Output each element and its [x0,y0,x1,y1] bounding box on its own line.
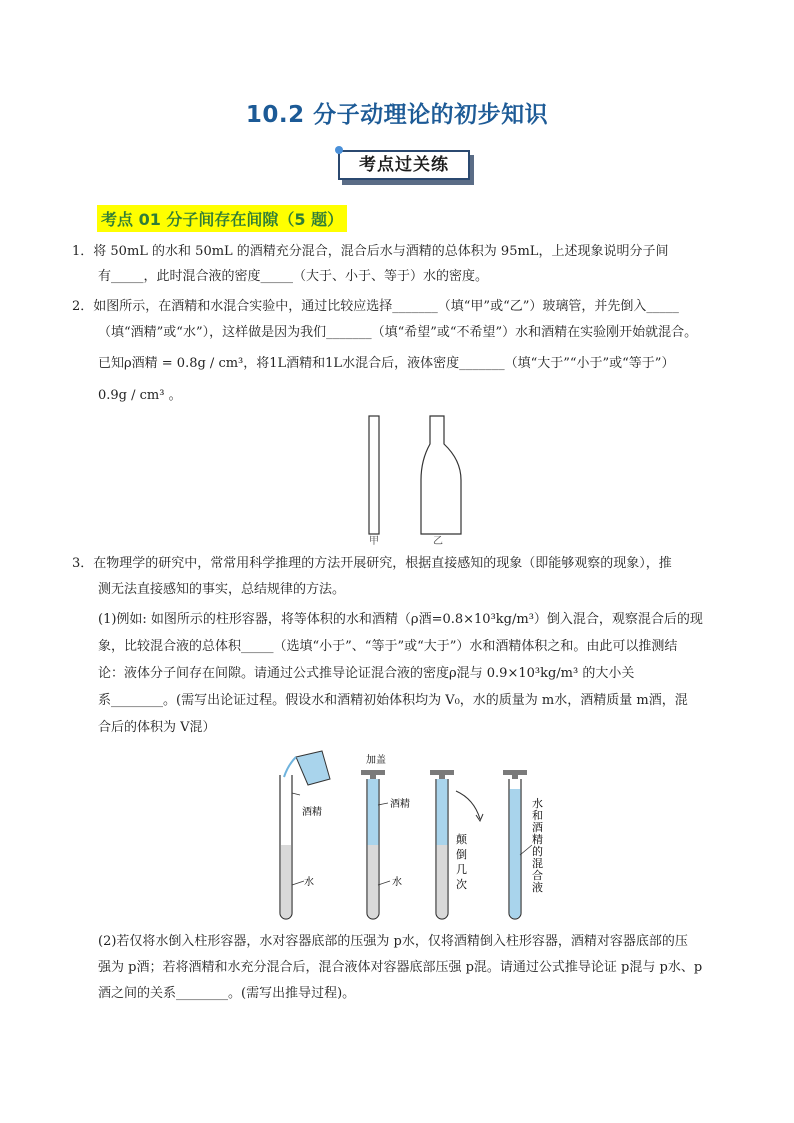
invert-label-char: 颠 [456,833,467,846]
tube-4 [503,770,543,919]
invert-label-char: 次 [456,878,467,891]
mixture-label-char: 液 [532,881,543,894]
tube-bottle-figure [355,408,465,548]
q2-line3: 已知ρ酒精 = 0.8g / cm³，将1L酒精和1L水混合后，液体密度_______（填“大于”“小于”或“等于”） [98,356,675,371]
cap-4 [503,770,527,775]
invert-label-char: 倒 [456,848,467,861]
q3-p1-line4: 系________。(需写出论证过程。假设水和酒精初始体积均为 V₀，水的质量为 m水，酒精质量 m酒，混 [98,693,688,708]
pouring-beaker [284,751,330,785]
tube-2 [361,753,410,919]
mixture-label-char: 混 [532,857,543,870]
label-yi: 乙 [433,536,443,547]
q3-p1-line2: 象，比较混合液的总体积_____（选填“小于”、“等于”或“大于”）水和酒精体积之和。由此可以推测结 [98,639,678,654]
q2-line4: 0.9g / cm³ 。 [98,388,182,403]
mixture-label-char: 精 [532,833,543,846]
page-title: 10.2 分子动理论的初步知识 [245,102,549,128]
label-water-2: 水 [392,877,402,888]
label-cover: 加盖 [366,755,386,766]
q3-p2-line3: 酒之间的关系________。(需写出推导过程)。 [98,986,356,1001]
glass-tube-a [369,416,379,534]
mixture-label-char: 的 [532,845,543,858]
q1-line1: 1．将 50mL 的水和 50mL 的酒精充分混合，混合后水与酒精的总体积为 95mL，上述现象说明分子间 [72,244,669,259]
q3-line2: 测无法直接感知的事实，总结规律的方法。 [98,582,346,597]
label-jia: 甲 [369,536,379,547]
mixture-label-char: 和 [532,809,543,822]
cap-3 [430,770,454,775]
label-invert [456,832,468,891]
q2-line1: 2．如图所示，在酒精和水混合实验中，通过比较应选择_______（填“甲”或“乙”）玻璃管，并先倒入_____ [72,299,679,314]
q3-line1: 3．在物理学的研究中，常常用科学推理的方法开展研究，根据直接感知的现象（即能够观察的现象），推 [72,556,672,571]
section-heading: 考点 01 分子间存在间隙（5 题） [97,205,347,232]
mixing-experiment-figure [270,745,570,925]
tube-1 [280,775,322,919]
q1-line2: 有_____，此时混合液的密度_____（大于、小于、等于）水的密度。 [98,269,489,284]
q3-p1-line3: 论：液体分子间存在间隙。请通过公式推导论证混合液的密度ρ混与 0.9×10³kg/m³ 的大小关 [98,666,635,681]
mixture-label-char: 合 [532,869,543,882]
label-water-1: 水 [304,877,314,888]
q3-p2-line1: (2)若仅将水倒入柱形容器，水对容器底部的压强为 p水，仅将酒精倒入柱形容器，酒精对容器底部的压 [98,934,688,949]
q3-p2-line2: 强为 p酒；若将酒精和水充分混合后，混合液体对容器底部压强 p混。请通过公式推导论证 p混与 p水、p [98,960,703,975]
mixture-label-char: 酒 [532,821,543,834]
cap-2 [361,770,385,775]
q3-p1-line1: (1)例如: 如图所示的柱形容器，将等体积的水和酒精（ρ酒=0.8×10³kg/m³）倒入混合，观察混合后的现 [98,612,703,627]
tube-3 [430,770,483,919]
glass-bottle-b [421,416,461,534]
q3-p1-line5: 合后的体积为 V混） [98,720,216,735]
label-mixture [532,796,543,894]
mixture-label-char: 水 [532,797,543,810]
label-alcohol-1: 酒精 [302,807,322,818]
section-badge [338,150,480,190]
badge-dot-icon [335,146,343,154]
badge-label: 考点过关练 [338,150,470,180]
invert-label-char: 几 [456,863,467,876]
q2-line2: （填“酒精”或“水”），这样做是因为我们_______（填“希望”或“不希望”）水和酒精在实验刚开始就混合。 [98,325,698,340]
label-alcohol-2: 酒精 [390,799,410,810]
